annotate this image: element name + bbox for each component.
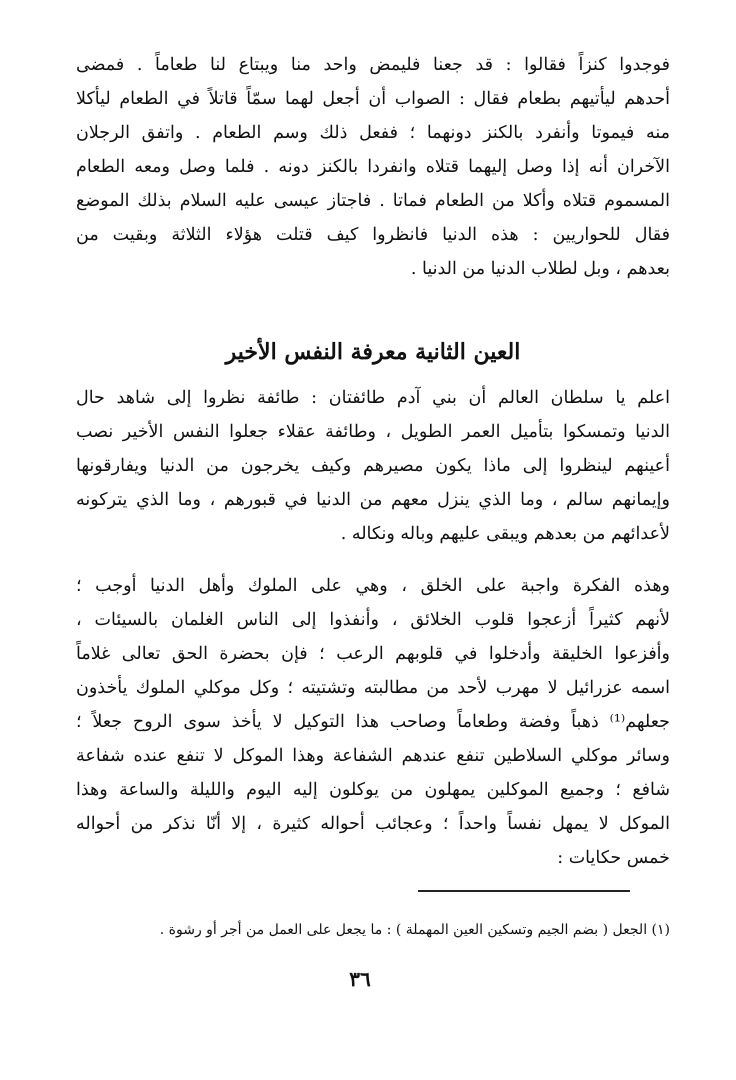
paragraph-2 (76, 381, 670, 551)
text-line: وأفزعوا الخليقة وأدخلوا في قلوبهم الرعب ؛ فإن بحضرة الحق تعالى غلاماً (76, 644, 670, 664)
text-line: أعينهم لينظروا إلى ماذا يكون مصيرهم وكيف يخرجون من الدنيا ويفارقونها (76, 456, 670, 476)
text-line: لأنهم كثيراً أزعجوا قلوب الخلائق ، وأنفذوا إلى الناس الغلمان بالسيئات ، (76, 610, 670, 630)
text-line: وهذه الفكرة واجبة على الخلق ، وهي على الملوك وأهل الدنيا أوجب ؛ (76, 576, 670, 596)
text-line: شافع ؛ وجميع الموكلين يمهلون من يوكلون إليه اليوم والليلة والساعة وهذا (76, 780, 670, 800)
text-line: أحدهم ليأتيهم بطعام فقال : الصواب أن أجعل لهما سمّاً قاتلاً في الطعام ليأكلا (76, 89, 670, 109)
paragraph-1 (76, 48, 670, 286)
paragraph-3 (76, 569, 670, 875)
text-line: المسموم قتلاه وأكلا من الطعام فماتا . فاجتاز عيسى عليه السلام بذلك الموضع (76, 191, 670, 211)
section-heading: العين الثانية معرفة النفس الأخير (225, 339, 521, 365)
text-line: فقال للحواريين : هذه الدنيا فانظروا كيف قتلت هؤلاء الثلاثة وبقيت من (76, 225, 670, 245)
text-line: بعدهم ، وبل لطلاب الدنيا من الدنيا . (410, 259, 670, 279)
text-line: اعلم يا سلطان العالم أن بني آدم طائفتان : طائفة نظروا إلى شاهد حال (76, 388, 670, 408)
text-line: منه فيموتا وأنفرد بالكنز دونهما ؛ ففعل ذلك وسم الطعام . واتفق الرجلان (76, 123, 670, 143)
text-line: جعلهم⁽¹⁾ ذهباً وفضة وطعاماً وصاحب هذا التوكيل لا يأخذ سوى الروح جعلاً ؛ (76, 712, 670, 732)
footnote-divider (418, 890, 630, 892)
text-line: اسمه عزرائيل لا مهرب لأحد من مطالبته وتشتيته ؛ وكل موكلي الملوك يأخذون (76, 678, 670, 698)
text-line: الدنيا وتمسكوا بتأميل العمر الطويل ، وطائفة عقلاء جعلوا النفس الأخير نصب (76, 422, 670, 442)
text-line: وسائر موكلي السلاطين تنفع عندهم الشفاعة وهذا الموكل لا تنفع عنده شفاعة (76, 746, 670, 766)
text-line: فوجدوا كنزاً فقالوا : قد جعنا فليمض واحد منا ويبتاع لنا طعاماً . فمضى (76, 55, 670, 75)
page-number: ٣٦ (349, 967, 371, 991)
text-line: وإيمانهم سالم ، وما الذي ينزل معهم من الدنيا في قبورهم ، وما الذي يتركونه (76, 490, 670, 510)
text-line: الآخران أنه إذا وصل إليهما قتلاه وانفردا بالكنز دونه . فلما وصل ومعه الطعام (76, 157, 670, 177)
text-line: لأعدائهم من بعدهم ويبقى عليهم وباله ونكاله . (340, 524, 670, 544)
text-line: خمس حكايات : (557, 848, 670, 868)
footnote: (١) الجعل ( بضم الجيم وتسكين العين المهملة ) : ما يجعل على العمل من أجر أو رشوة . (159, 922, 670, 938)
text-line: الموكل لا يمهل نفساً واحداً ؛ وعجائب أحواله كثيرة ، إلا أنّا نذكر من أحواله (76, 814, 670, 834)
